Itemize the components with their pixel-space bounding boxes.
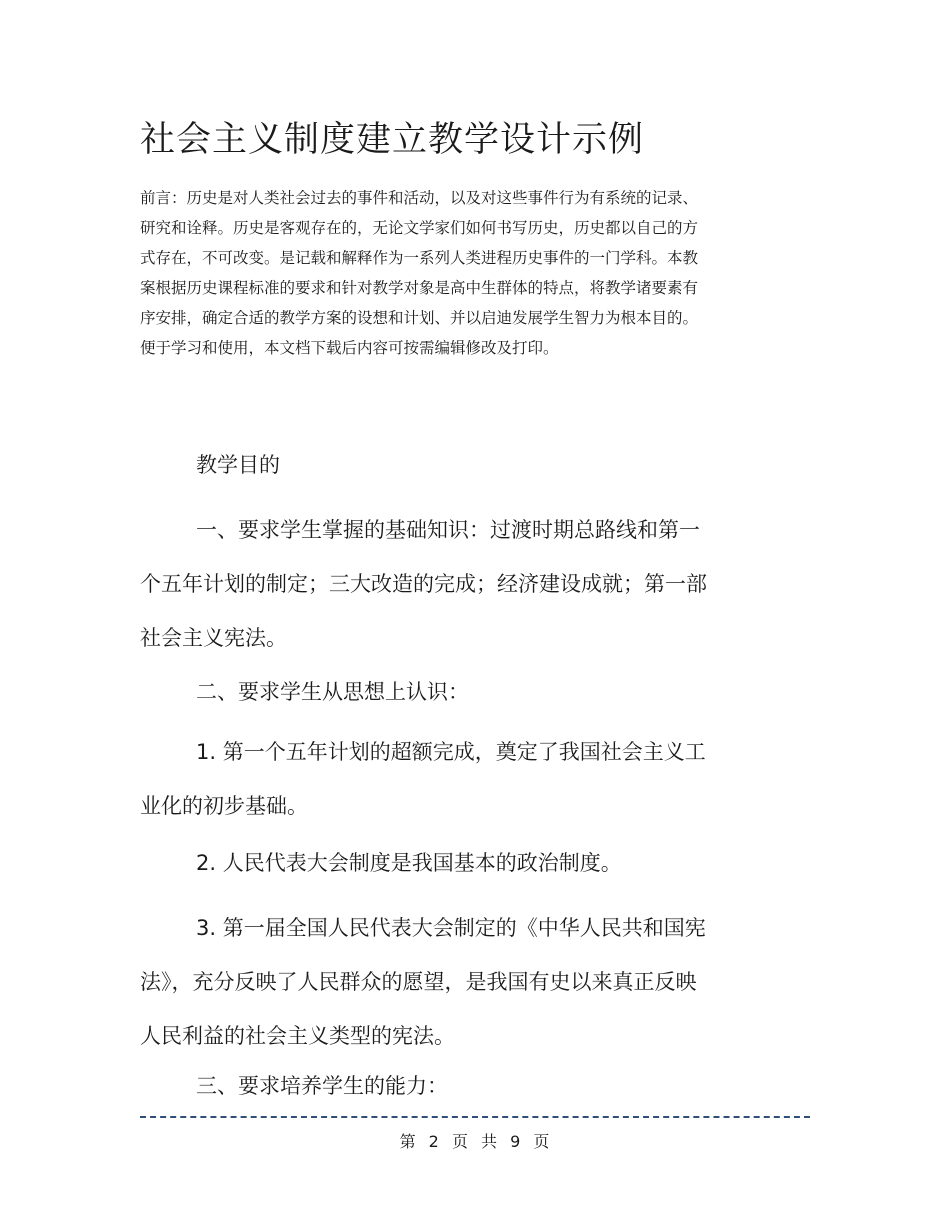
goal-1-line: 一、要求学生掌握的基础知识：过渡时期总路线和第一 xyxy=(196,518,700,542)
preface-paragraph xyxy=(140,183,820,363)
item-2-line: 2. 人民代表大会制度是我国基本的政治制度。 xyxy=(196,851,622,875)
page-indicator: 第 2 页 共 9 页 xyxy=(399,1132,551,1151)
preface-line: 便于学习和使用，本文档下载后内容可按需编辑修改及打印。 xyxy=(140,339,559,357)
goal-2-heading-block xyxy=(140,665,780,719)
item-2-paragraph xyxy=(140,836,780,890)
section-heading-block xyxy=(140,438,780,492)
preface-line: 案根据历史课程标准的要求和针对教学对象是高中生群体的特点，将教学诸要素有 xyxy=(140,279,699,297)
preface-line: 前言：历史是对人类社会过去的事件和活动，以及对这些事件行为有系统的记录、 xyxy=(140,189,699,207)
goal-2-heading: 二、要求学生从思想上认识： xyxy=(196,680,469,704)
goal-1-line: 个五年计划的制定；三大改造的完成；经济建设成就；第一部 xyxy=(140,572,707,596)
page-title: 社会主义制度建立教学设计示例 xyxy=(140,120,645,160)
footer-divider xyxy=(140,1116,810,1118)
item-1-line: 1. 第一个五年计划的超额完成，奠定了我国社会主义工 xyxy=(196,740,706,764)
section-heading: 教学目的 xyxy=(196,453,280,477)
preface-line: 式存在，不可改变。是记载和解释作为一系列人类进程历史事件的一门学科。本教 xyxy=(140,249,699,267)
preface-line: 研究和诠释。历史是客观存在的，无论文学家们如何书写历史，历史都以自己的方 xyxy=(140,219,699,237)
item-3-line: 法》，充分反映了人民群众的愿望，是我国有史以来真正反映 xyxy=(140,970,697,994)
goal-1-paragraph xyxy=(140,503,780,665)
goal-3-heading-block xyxy=(140,1059,780,1113)
goal-1-line: 社会主义宪法。 xyxy=(140,626,287,650)
item-3-line: 人民利益的社会主义类型的宪法。 xyxy=(140,1024,455,1048)
item-1-line: 业化的初步基础。 xyxy=(140,794,308,818)
preface-line: 序安排，确定合适的教学方案的设想和计划、并以启迪发展学生智力为根本目的。 xyxy=(140,309,699,327)
item-3-paragraph xyxy=(140,901,780,1063)
item-3-line: 3. 第一届全国人民代表大会制定的《中华人民共和国宪 xyxy=(196,916,706,940)
item-1-paragraph xyxy=(140,725,780,833)
goal-3-heading: 三、要求培养学生的能力： xyxy=(196,1074,448,1098)
